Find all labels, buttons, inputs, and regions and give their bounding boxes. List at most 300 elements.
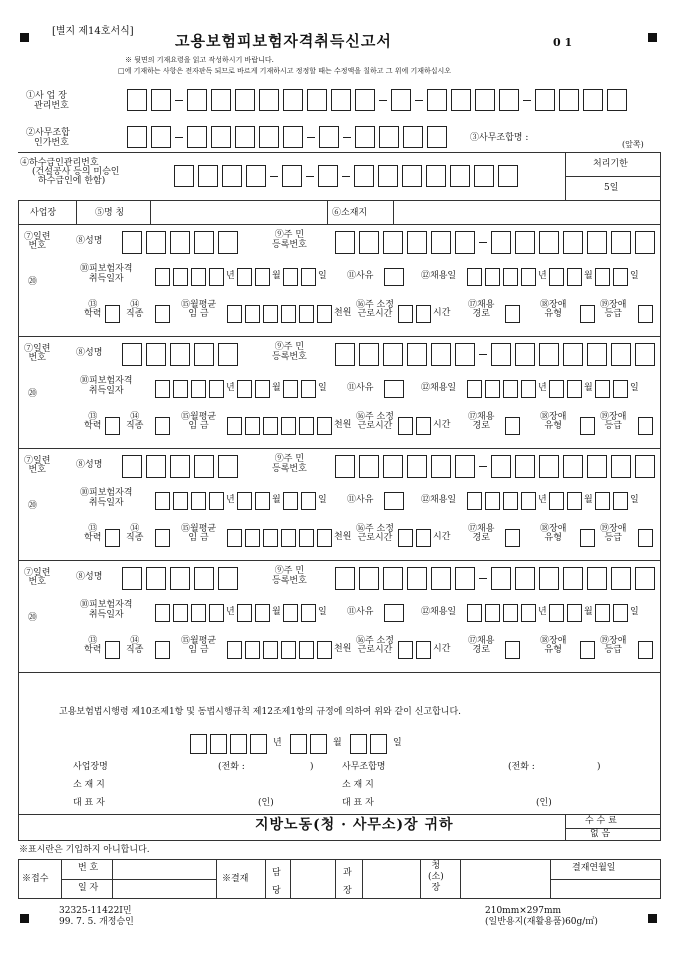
workplace-address-label: ⑥소재지 <box>332 208 368 218</box>
biz-mgmt-box[interactable] <box>331 89 351 111</box>
rrn-front-box[interactable] <box>431 231 451 254</box>
subcontract-number-box[interactable] <box>402 165 422 187</box>
subcontract-number-box[interactable] <box>222 165 242 187</box>
acq-day-box[interactable] <box>301 380 316 398</box>
rrn-back-box[interactable] <box>611 231 631 254</box>
wage-unit: 천원 <box>334 644 352 654</box>
rrn-back-box[interactable] <box>587 231 607 254</box>
subcontract-number-box[interactable] <box>282 165 302 187</box>
weekly-hours-box[interactable] <box>398 417 413 435</box>
name-box[interactable] <box>170 343 190 366</box>
rrn-front-box[interactable] <box>359 455 379 478</box>
hire-year-box[interactable] <box>467 604 482 622</box>
rrn-front-box[interactable] <box>407 343 427 366</box>
reason-box[interactable] <box>384 604 404 622</box>
year-label: 년 <box>226 495 235 505</box>
decl-year-box[interactable] <box>230 734 247 754</box>
decl-year-box[interactable] <box>250 734 267 754</box>
acq-year-box[interactable] <box>173 380 188 398</box>
agency-number-box[interactable] <box>211 126 231 148</box>
hire-year-box[interactable] <box>467 380 482 398</box>
name-box[interactable] <box>122 231 142 254</box>
dash-separator <box>270 176 278 177</box>
acq-year-box[interactable] <box>173 604 188 622</box>
acq-month-box[interactable] <box>255 492 270 510</box>
biz-mgmt-box[interactable] <box>607 89 627 111</box>
rrn-front-box[interactable] <box>359 567 379 590</box>
hire-year-box[interactable] <box>521 492 536 510</box>
decl-year-label: 년 <box>273 738 282 748</box>
hire-year-box[interactable] <box>521 380 536 398</box>
weekly-hours-box[interactable] <box>416 529 431 547</box>
acq-year-box[interactable] <box>173 492 188 510</box>
hire-route-box[interactable] <box>505 417 520 435</box>
name-box[interactable] <box>122 455 142 478</box>
rrn-back-box[interactable] <box>635 231 655 254</box>
rrn-back-box[interactable] <box>635 343 655 366</box>
hire-day-box[interactable] <box>613 604 628 622</box>
day-label: 일 <box>630 383 639 393</box>
education-box[interactable] <box>105 641 120 659</box>
hire-month-box[interactable] <box>567 492 582 510</box>
biz-mgmt-box[interactable] <box>451 89 471 111</box>
monthly-wage-box[interactable] <box>299 305 314 323</box>
agency-number-box[interactable] <box>379 126 399 148</box>
hire-year-box[interactable] <box>503 268 518 286</box>
subcontract-number-box[interactable] <box>378 165 398 187</box>
acq-day-box[interactable] <box>301 492 316 510</box>
acq-month-box[interactable] <box>237 604 252 622</box>
fee-label: 수 수 료 <box>585 816 617 826</box>
biz-mgmt-box[interactable] <box>559 89 579 111</box>
education-box[interactable] <box>105 417 120 435</box>
day-label: 일 <box>318 607 327 617</box>
acq-year-box[interactable] <box>209 380 224 398</box>
name-box[interactable] <box>218 455 238 478</box>
subcontract-number-box[interactable] <box>450 165 470 187</box>
monthly-wage-box[interactable] <box>281 529 296 547</box>
biz-mgmt-box[interactable] <box>235 89 255 111</box>
agency-name-label: ③사무조합명 : <box>470 133 529 143</box>
weekly-hours-box[interactable] <box>398 305 413 323</box>
acq-year-box[interactable] <box>155 492 170 510</box>
monthly-wage-box[interactable] <box>299 417 314 435</box>
rrn-back-box[interactable] <box>491 567 511 590</box>
name-box[interactable] <box>122 343 142 366</box>
serial-number-label: ⑦일련 번호 <box>24 344 51 363</box>
subcontract-number-box[interactable] <box>474 165 494 187</box>
biz-mgmt-box[interactable] <box>355 89 375 111</box>
approval-label: ※결재 <box>222 874 249 884</box>
acq-month-box[interactable] <box>255 604 270 622</box>
monthly-wage-box[interactable] <box>281 641 296 659</box>
rrn-front-box[interactable] <box>431 343 451 366</box>
weekly-hours-box[interactable] <box>416 417 431 435</box>
subcontract-label: ④하수급인관리번호 (건설공사 등의 미승인 하수급인에 한함) <box>20 158 120 186</box>
dash-separator <box>479 242 487 243</box>
decl-month-box[interactable] <box>290 734 307 754</box>
decl-month-box[interactable] <box>310 734 327 754</box>
acq-day-box[interactable] <box>283 380 298 398</box>
rrn-back-box[interactable] <box>539 231 559 254</box>
rrn-front-box[interactable] <box>383 231 403 254</box>
rrn-front-box[interactable] <box>455 455 475 478</box>
name-box[interactable] <box>194 567 214 590</box>
name-box[interactable] <box>218 567 238 590</box>
reason-label: ⑪사유 <box>347 607 374 617</box>
acq-year-box[interactable] <box>209 604 224 622</box>
rrn-front-box[interactable] <box>383 455 403 478</box>
monthly-wage-box[interactable] <box>263 417 278 435</box>
acq-year-box[interactable] <box>191 604 206 622</box>
name-box[interactable] <box>146 455 166 478</box>
rrn-back-box[interactable] <box>515 231 535 254</box>
subcontract-number-box[interactable] <box>354 165 374 187</box>
disability-type-box[interactable] <box>580 305 595 323</box>
agency-number-box[interactable] <box>127 126 147 148</box>
name-box[interactable] <box>170 567 190 590</box>
monthly-wage-box[interactable] <box>317 305 332 323</box>
staff-label: 담 당 <box>272 868 281 896</box>
day-label: 일 <box>630 271 639 281</box>
acq-year-box[interactable] <box>209 268 224 286</box>
year-label: 년 <box>226 607 235 617</box>
rrn-back-box[interactable] <box>563 567 583 590</box>
rrn-front-box[interactable] <box>335 567 355 590</box>
phone-close-1: ) <box>310 762 314 772</box>
reason-box[interactable] <box>384 492 404 510</box>
hire-route-label: ⑰채용 경로 <box>468 636 495 655</box>
reason-label: ⑪사유 <box>347 495 374 505</box>
rrn-front-box[interactable] <box>407 231 427 254</box>
acq-year-box[interactable] <box>191 268 206 286</box>
agency-number-box[interactable] <box>151 126 171 148</box>
disability-grade-box[interactable] <box>638 641 653 659</box>
rrn-front-box[interactable] <box>431 455 451 478</box>
acq-year-box[interactable] <box>191 492 206 510</box>
rrn-back-box[interactable] <box>515 343 535 366</box>
monthly-wage-box[interactable] <box>227 641 242 659</box>
reason-label: ⑪사유 <box>347 383 374 393</box>
monthly-wage-label: ⑮월평균 임 금 <box>181 300 217 319</box>
name-box[interactable] <box>218 231 238 254</box>
rrn-back-box[interactable] <box>491 231 511 254</box>
biz-mgmt-box[interactable] <box>475 89 495 111</box>
decl-day-box[interactable] <box>350 734 367 754</box>
acq-month-box[interactable] <box>255 268 270 286</box>
hours-unit: 시간 <box>433 532 451 542</box>
job-type-box[interactable] <box>155 417 170 435</box>
acq-year-box[interactable] <box>155 268 170 286</box>
monthly-wage-box[interactable] <box>227 417 242 435</box>
hire-route-box[interactable] <box>505 305 520 323</box>
hire-year-box[interactable] <box>503 604 518 622</box>
rrn-label: ⑨주 민 등록번호 <box>272 566 307 586</box>
monthly-wage-box[interactable] <box>299 529 314 547</box>
rrn-back-box[interactable] <box>563 231 583 254</box>
day-label: 일 <box>318 383 327 393</box>
year-label: 년 <box>226 383 235 393</box>
name-box[interactable] <box>170 455 190 478</box>
monthly-wage-box[interactable] <box>263 305 278 323</box>
subcontract-number-box[interactable] <box>426 165 446 187</box>
hire-year-box[interactable] <box>485 268 500 286</box>
monthly-wage-box[interactable] <box>227 305 242 323</box>
day-label: 일 <box>318 271 327 281</box>
hire-day-box[interactable] <box>595 268 610 286</box>
reason-label: ⑪사유 <box>347 271 374 281</box>
rrn-front-box[interactable] <box>455 567 475 590</box>
rrn-front-box[interactable] <box>383 343 403 366</box>
monthly-wage-box[interactable] <box>299 641 314 659</box>
name-box[interactable] <box>146 231 166 254</box>
biz-owner-label: 사업장명 <box>73 762 108 772</box>
subcontract-number-box[interactable] <box>246 165 266 187</box>
job-type-box[interactable] <box>155 641 170 659</box>
name-box[interactable] <box>146 343 166 366</box>
weekly-hours-box[interactable] <box>416 641 431 659</box>
hours-unit: 시간 <box>433 308 451 318</box>
hire-day-box[interactable] <box>595 492 610 510</box>
dash-separator <box>307 137 315 138</box>
hire-month-box[interactable] <box>549 380 564 398</box>
rrn-back-box[interactable] <box>539 567 559 590</box>
rrn-back-box[interactable] <box>491 455 511 478</box>
name-label: ⑧성명 <box>76 236 103 246</box>
acq-day-box[interactable] <box>283 604 298 622</box>
biz-mgmt-box[interactable] <box>427 89 447 111</box>
name-label: ⑧성명 <box>76 460 103 470</box>
declaration-text: 고용보험법시행령 제10조제1항 및 동법시행규칙 제12조제1항의 규정에 의하여 위와 같이 신고합니다. <box>59 707 462 717</box>
disability-type-box[interactable] <box>580 417 595 435</box>
hire-year-box[interactable] <box>467 268 482 286</box>
biz-mgmt-box[interactable] <box>259 89 279 111</box>
hire-year-box[interactable] <box>503 492 518 510</box>
disability-grade-box[interactable] <box>638 305 653 323</box>
decl-day-box[interactable] <box>370 734 387 754</box>
rrn-front-box[interactable] <box>359 343 379 366</box>
hire-route-box[interactable] <box>505 529 520 547</box>
dash-separator <box>343 137 351 138</box>
disability-type-box[interactable] <box>580 529 595 547</box>
hire-day-box[interactable] <box>595 380 610 398</box>
biz-mgmt-box[interactable] <box>211 89 231 111</box>
acq-day-box[interactable] <box>283 268 298 286</box>
hire-date-label: ⑫채용일 <box>421 383 457 393</box>
agency-number-box[interactable] <box>283 126 303 148</box>
name-label: ⑧성명 <box>76 348 103 358</box>
hire-route-box[interactable] <box>505 641 520 659</box>
acq-year-box[interactable] <box>209 492 224 510</box>
biz-mgmt-box[interactable] <box>583 89 603 111</box>
rrn-back-box[interactable] <box>539 343 559 366</box>
name-box[interactable] <box>194 455 214 478</box>
seal-1: (인) <box>258 798 274 808</box>
rrn-front-box[interactable] <box>407 567 427 590</box>
subcontract-number-box[interactable] <box>174 165 194 187</box>
education-box[interactable] <box>105 529 120 547</box>
acq-year-box[interactable] <box>155 604 170 622</box>
hire-year-box[interactable] <box>485 492 500 510</box>
education-label: ⑬ 학력 <box>84 524 102 543</box>
acq-day-box[interactable] <box>301 604 316 622</box>
acq-date-label: ⑩피보험자격 취득일자 <box>80 600 133 620</box>
acq-month-box[interactable] <box>237 268 252 286</box>
education-label: ⑬ 학력 <box>84 412 102 431</box>
rrn-label: ⑨주 민 등록번호 <box>272 342 307 362</box>
monthly-wage-box[interactable] <box>245 641 260 659</box>
disability-grade-box[interactable] <box>638 417 653 435</box>
name-box[interactable] <box>194 231 214 254</box>
agency-number-box[interactable] <box>187 126 207 148</box>
job-type-label: ⑭ 직종 <box>126 524 144 543</box>
hire-year-box[interactable] <box>503 380 518 398</box>
agency-number-box[interactable] <box>319 126 339 148</box>
subcontract-number-box[interactable] <box>318 165 338 187</box>
hire-month-box[interactable] <box>549 604 564 622</box>
job-type-box[interactable] <box>155 529 170 547</box>
rrn-back-box[interactable] <box>539 455 559 478</box>
biz-mgmt-box[interactable] <box>535 89 555 111</box>
agency-number-box[interactable] <box>355 126 375 148</box>
rrn-back-box[interactable] <box>587 455 607 478</box>
acq-year-box[interactable] <box>155 380 170 398</box>
name-box[interactable] <box>218 343 238 366</box>
name-box[interactable] <box>194 343 214 366</box>
phone-label-2: (전화 : <box>508 762 535 772</box>
rrn-back-box[interactable] <box>491 343 511 366</box>
decl-year-box[interactable] <box>210 734 227 754</box>
notice-ocr: □에 기재하는 사항은 전자판독 되므로 바르게 기재하시고 정정할 때는 수정액을 칠하고 그 위에 기재하십시오 <box>118 67 452 75</box>
hire-year-box[interactable] <box>521 268 536 286</box>
hire-day-box[interactable] <box>613 268 628 286</box>
biz-mgmt-box[interactable] <box>187 89 207 111</box>
rrn-front-box[interactable] <box>383 567 403 590</box>
weekly-hours-box[interactable] <box>416 305 431 323</box>
hire-month-box[interactable] <box>567 604 582 622</box>
rrn-front-box[interactable] <box>359 231 379 254</box>
monthly-wage-box[interactable] <box>263 529 278 547</box>
rrn-front-box[interactable] <box>335 343 355 366</box>
subcontract-number-box[interactable] <box>198 165 218 187</box>
rrn-back-box[interactable] <box>563 343 583 366</box>
hire-year-box[interactable] <box>467 492 482 510</box>
monthly-wage-box[interactable] <box>317 529 332 547</box>
monthly-wage-box[interactable] <box>245 417 260 435</box>
monthly-wage-box[interactable] <box>245 305 260 323</box>
rrn-front-box[interactable] <box>455 231 475 254</box>
acq-year-box[interactable] <box>191 380 206 398</box>
reason-box[interactable] <box>384 380 404 398</box>
acq-month-box[interactable] <box>237 492 252 510</box>
monthly-wage-box[interactable] <box>227 529 242 547</box>
agency-number-box[interactable] <box>427 126 447 148</box>
serial-number-label: ⑦일련 번호 <box>24 568 51 587</box>
agency-number-box[interactable] <box>235 126 255 148</box>
dash-separator <box>415 100 423 101</box>
job-type-box[interactable] <box>155 305 170 323</box>
acq-day-box[interactable] <box>301 268 316 286</box>
name-box[interactable] <box>170 231 190 254</box>
monthly-wage-box[interactable] <box>245 529 260 547</box>
rrn-back-box[interactable] <box>635 455 655 478</box>
name-box[interactable] <box>122 567 142 590</box>
hire-month-box[interactable] <box>567 268 582 286</box>
biz-mgmt-box[interactable] <box>307 89 327 111</box>
hire-year-box[interactable] <box>485 604 500 622</box>
monthly-wage-box[interactable] <box>281 305 296 323</box>
disability-type-box[interactable] <box>580 641 595 659</box>
weekly-hours-box[interactable] <box>398 641 413 659</box>
rrn-back-box[interactable] <box>587 343 607 366</box>
hire-month-box[interactable] <box>549 268 564 286</box>
biz-mgmt-box[interactable] <box>283 89 303 111</box>
disability-grade-box[interactable] <box>638 529 653 547</box>
rrn-back-box[interactable] <box>611 343 631 366</box>
month-label: 월 <box>584 495 593 505</box>
name-box[interactable] <box>146 567 166 590</box>
hire-day-box[interactable] <box>595 604 610 622</box>
monthly-wage-label: ⑮월평균 임 금 <box>181 636 217 655</box>
rrn-front-box[interactable] <box>335 455 355 478</box>
rrn-back-box[interactable] <box>515 455 535 478</box>
rrn-front-box[interactable] <box>407 455 427 478</box>
rrn-back-box[interactable] <box>515 567 535 590</box>
rrn-back-box[interactable] <box>611 455 631 478</box>
day-label: 일 <box>318 495 327 505</box>
month-label: 월 <box>272 495 281 505</box>
hire-month-box[interactable] <box>567 380 582 398</box>
addressee: 지방노동(청 · 사무소)장 귀하 <box>255 817 454 833</box>
weekly-hours-box[interactable] <box>398 529 413 547</box>
monthly-wage-box[interactable] <box>281 417 296 435</box>
acq-month-box[interactable] <box>237 380 252 398</box>
acq-month-box[interactable] <box>255 380 270 398</box>
rrn-back-box[interactable] <box>611 567 631 590</box>
rrn-back-box[interactable] <box>635 567 655 590</box>
subcontract-number-box[interactable] <box>498 165 518 187</box>
education-box[interactable] <box>105 305 120 323</box>
acq-day-box[interactable] <box>283 492 298 510</box>
biz-mgmt-box[interactable] <box>391 89 411 111</box>
decl-year-box[interactable] <box>190 734 207 754</box>
biz-mgmt-box[interactable] <box>499 89 519 111</box>
monthly-wage-box[interactable] <box>317 417 332 435</box>
rrn-back-box[interactable] <box>563 455 583 478</box>
monthly-wage-box[interactable] <box>263 641 278 659</box>
rrn-back-box[interactable] <box>587 567 607 590</box>
rrn-front-box[interactable] <box>335 231 355 254</box>
reason-box[interactable] <box>384 268 404 286</box>
biz-mgmt-box[interactable] <box>127 89 147 111</box>
footer-approval: 99. 7. 5. 개정승인 <box>59 917 134 927</box>
name-label: ⑧성명 <box>76 572 103 582</box>
hire-day-box[interactable] <box>613 380 628 398</box>
monthly-wage-label: ⑮월평균 임 금 <box>181 412 217 431</box>
rrn-front-box[interactable] <box>455 343 475 366</box>
agency-number-box[interactable] <box>403 126 423 148</box>
hire-year-box[interactable] <box>521 604 536 622</box>
hire-day-box[interactable] <box>613 492 628 510</box>
hire-route-label: ⑰채용 경로 <box>468 300 495 319</box>
acq-year-box[interactable] <box>173 268 188 286</box>
monthly-wage-box[interactable] <box>317 641 332 659</box>
hire-year-box[interactable] <box>485 380 500 398</box>
rrn-front-box[interactable] <box>431 567 451 590</box>
hire-month-box[interactable] <box>549 492 564 510</box>
biz-mgmt-box[interactable] <box>151 89 171 111</box>
agency-number-box[interactable] <box>259 126 279 148</box>
